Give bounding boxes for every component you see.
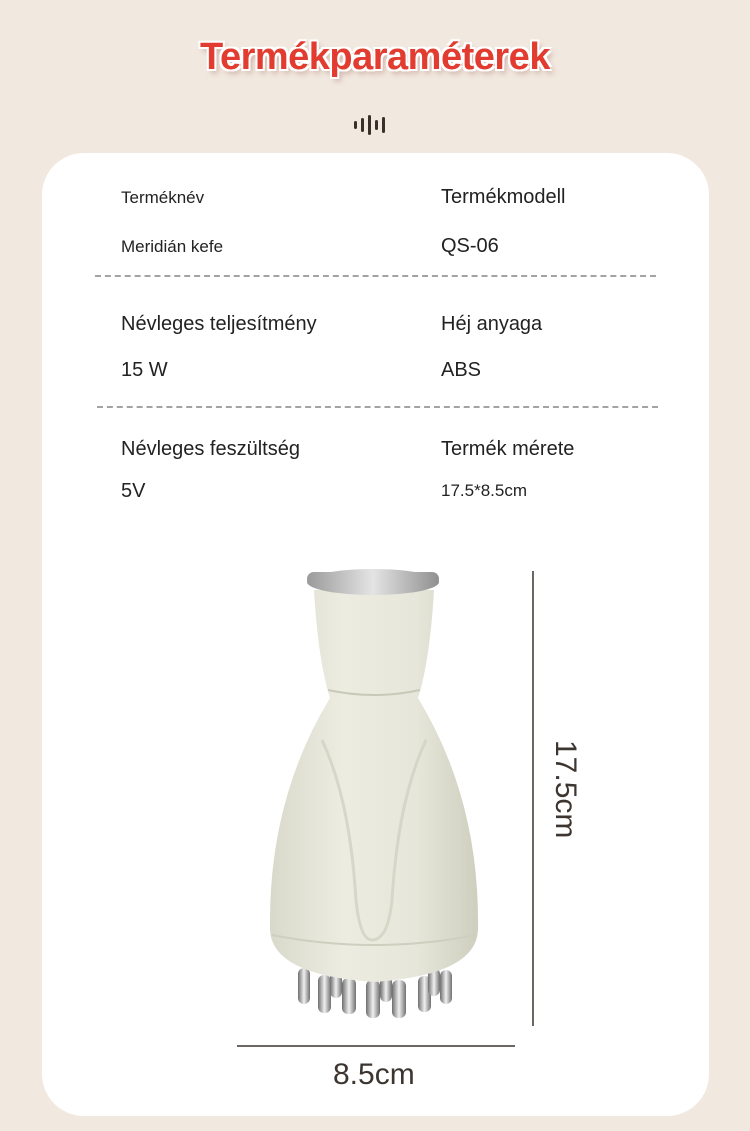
param-label-voltage: Névleges feszültség: [121, 438, 300, 460]
param-value-model: QS-06: [441, 235, 499, 257]
param-value-voltage: 5V: [121, 480, 146, 502]
param-value-material: ABS: [441, 359, 482, 381]
param-value-name: Meridián kefe: [121, 237, 224, 256]
page-title: Termékparaméterek: [200, 36, 550, 78]
param-value-power: 15 W: [121, 359, 168, 381]
param-label-power: Névleges teljesítmény: [121, 313, 317, 335]
height-dimension-label: 17.5cm: [549, 740, 582, 839]
param-label-material: Héj anyaga: [441, 313, 543, 335]
param-label-size: Termék mérete: [441, 438, 575, 460]
param-label-model: Termékmodell: [441, 186, 566, 208]
param-label-name: Terméknév: [121, 188, 205, 207]
width-dimension-label: 8.5cm: [333, 1058, 415, 1091]
param-value-size: 17.5*8.5cm: [441, 481, 527, 500]
